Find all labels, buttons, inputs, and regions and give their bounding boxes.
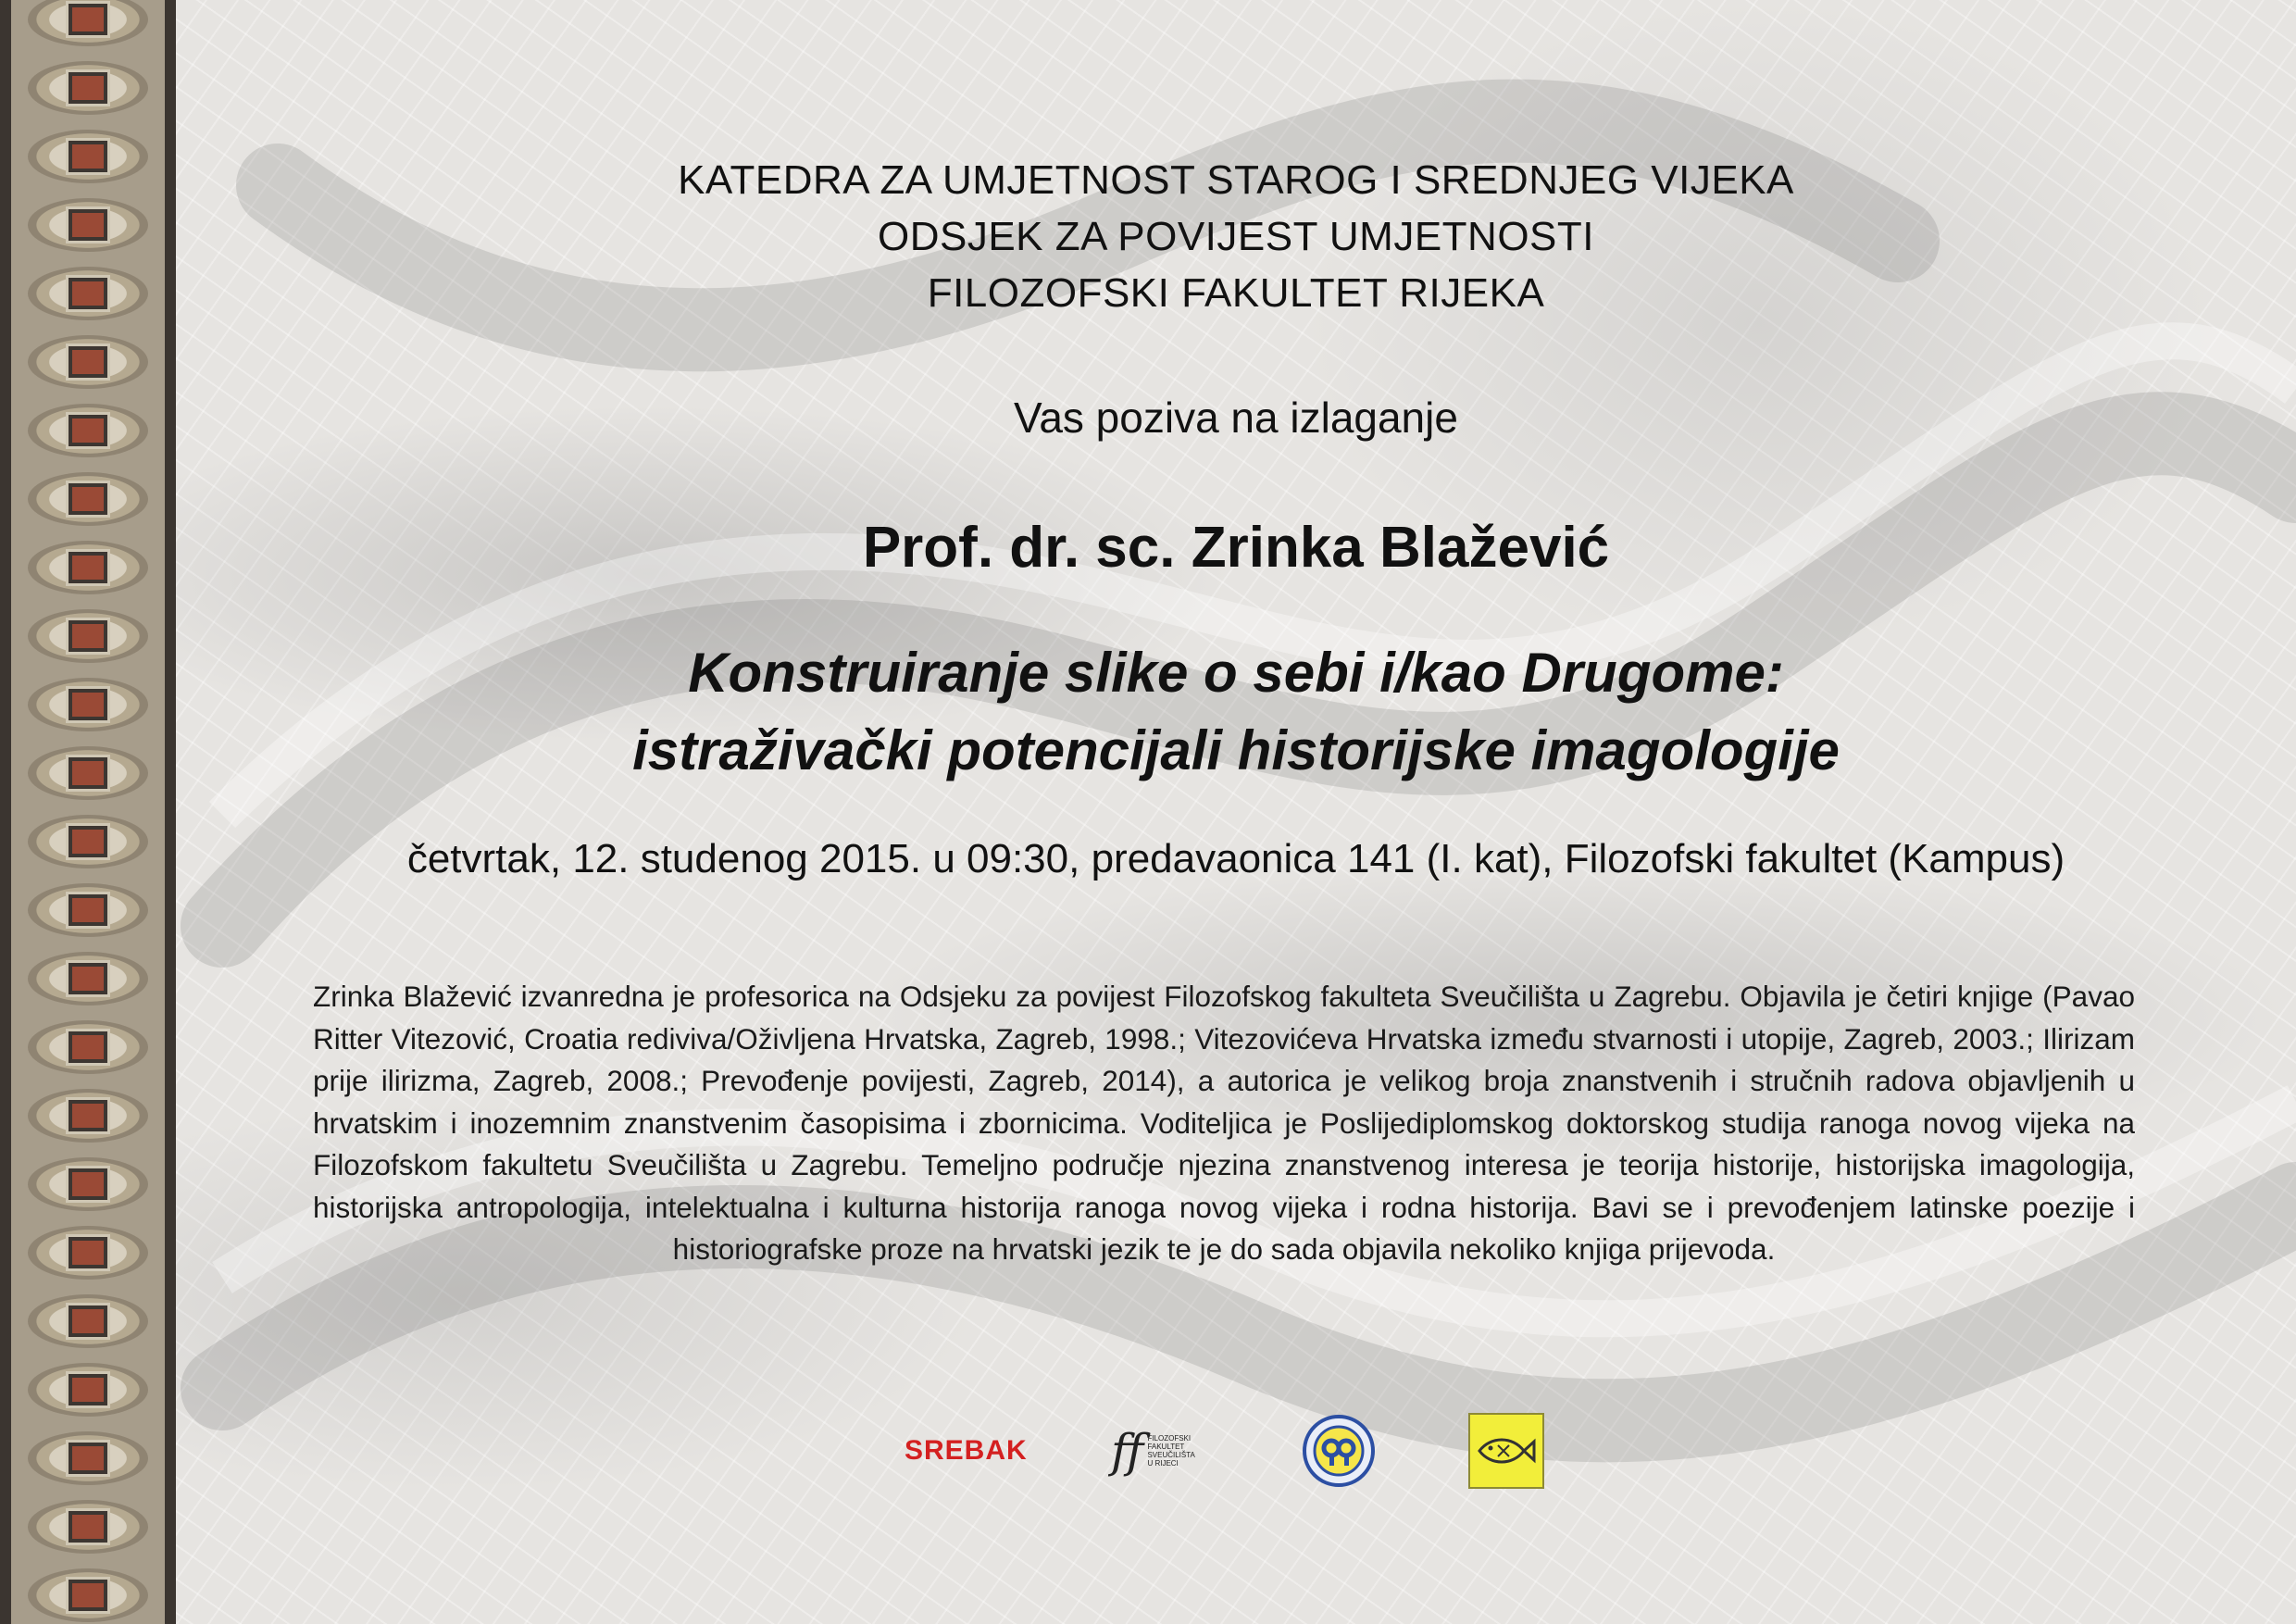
border-tile: [17, 1361, 159, 1418]
ff-logo-line: FAKULTET: [1147, 1443, 1185, 1451]
border-tile: [17, 744, 159, 802]
ff-rijeka-logo: [1111, 1409, 1195, 1493]
border-tile: [17, 333, 159, 391]
lecture-title: [176, 634, 2296, 790]
fish-icon: [1468, 1413, 1544, 1489]
border-tile: [17, 0, 159, 48]
border-edge-left: [0, 0, 11, 1624]
border-tile: [17, 813, 159, 870]
ff-logo-line: U RIJECI: [1147, 1459, 1179, 1468]
border-tile: [17, 607, 159, 665]
header-line-3: FILOZOFSKI FAKULTET RIJEKA: [927, 270, 1545, 316]
event-datetime: četvrtak, 12. studenog 2015. u 09:30, predavaonica 141 (I. kat), Filozofski fakultet (Kampus): [406, 836, 2065, 881]
university-rijeka-seal-icon: [1302, 1409, 1376, 1493]
border-tile: [17, 1293, 159, 1350]
border-tile: [17, 676, 159, 733]
speaker-bio: Zrinka Blažević izvanredna je profesorica na Odsjeku za povijest Filozofskog fakulteta Sveučilišta u Zagrebu. Objavila je četiri knjige (Pavao Ritter Vitezović, Croatia rediviva/Oživljena Hrvatska, Zagreb, 1998.; Vitezovićeva Hrvatska između stvarnosti i utopije, Zagreb, 2003.; Ilirizam prije ilirizma, Zagreb, 2008.; Prevođenje povijesti, Zagreb, 2014), a autorica je velikog broja znanstvenih i stručnih radova objavljenih u hrvatskim i inozemnim znanstvenim časopisima i zbornicima. Voditeljica je Poslijediplomskog doktorskog studija ranoga novog vijeka na Filozofskom fakultetu Sveučilišta u Zagrebu. Temeljno područje njezina znanstvenog interesa je teorija historije, historijska imagologija, historijska antropologija, intelektualna i kulturna historija ranoga novog vijeka i rodna historija. Bavi se i prevođenjem latinske poezije i historiografske proze na hrvatski jezik te je do sada objavila nekoliko knjiga prijevoda.: [313, 980, 2135, 1266]
border-tile: [17, 1087, 159, 1144]
border-tile: [17, 1498, 159, 1555]
border-tile: [17, 1018, 159, 1076]
border-tile: [17, 402, 159, 459]
ff-logo-line: SVEUČILIŠTA: [1147, 1451, 1195, 1459]
sponsor-logos: [176, 1409, 2296, 1493]
border-tile: [17, 881, 159, 939]
ff-logo-text: [1147, 1434, 1194, 1468]
border-tile: [17, 1567, 159, 1624]
ff-mark-icon: ff: [1111, 1423, 1144, 1478]
border-tile: [17, 470, 159, 528]
srebak-logo: SREBAK: [905, 1435, 1028, 1466]
header-line-1: KATEDRA ZA UMJETNOST STAROG I SREDNJEG VIJEKA: [678, 157, 1794, 203]
ff-logo-line: FILOZOFSKI: [1147, 1434, 1192, 1443]
lecture-title-line-2: istraživački potencijali historijske imagologije: [632, 719, 1840, 781]
header-line-2: ODSJEK ZA POVIJEST UMJETNOSTI: [877, 214, 1595, 259]
border-tile: [17, 196, 159, 254]
border-tile: [17, 1430, 159, 1487]
fish-society-logo: [1468, 1409, 1544, 1493]
poster-content: [176, 0, 2296, 1624]
border-tile: [17, 1224, 159, 1281]
border-tile: [17, 539, 159, 596]
border-tile: [17, 59, 159, 117]
border-tile: [17, 950, 159, 1007]
border-tile: [17, 128, 159, 185]
invite-line: Vas poziva na izlaganje: [1014, 394, 1458, 442]
border-tile: [17, 265, 159, 322]
left-mosaic-border: [0, 0, 176, 1624]
lecture-title-line-1: Konstruiranje slike o sebi i/kao Drugome:: [688, 642, 1784, 704]
border-tile: [17, 1156, 159, 1213]
border-edge-right: [165, 0, 176, 1624]
speaker-name: Prof. dr. sc. Zrinka Blažević: [862, 516, 1610, 580]
department-header: [176, 152, 2296, 321]
